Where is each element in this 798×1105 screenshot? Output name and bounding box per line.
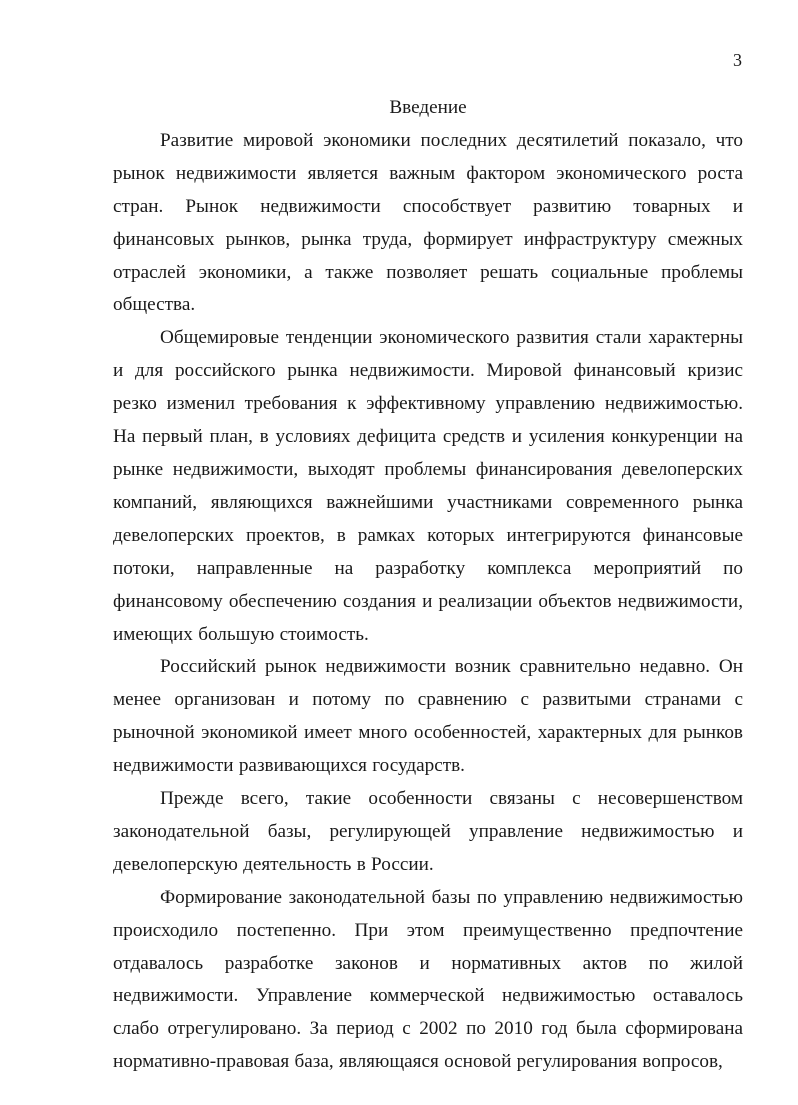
paragraph-2: Общемировые тенденции экономического развития стали характерны и для российского рынка недвижимости. Мировой финансовый кризис резко изменил требования к эффективному управлению недвижимостью. На первый план, в условиях дефицита средств и усиления конкуренции на рынке недвижимости, выходят проблемы финансирования девелоперских компаний, являющихся важнейшими участниками современного рынка девелоперских проектов, в рамках которых интегрируются финансовые потоки, направленные на разработку комплекса мероприятий по финансовому обеспечению создания и реализации объектов недвижимости, имеющих большую стоимость. xyxy=(113,327,743,645)
paragraph-4: Прежде всего, такие особенности связаны с несовершенством законодательной базы, регулирующей управление недвижимостью и девелоперскую деятельность в России. xyxy=(113,788,743,875)
paragraph-1: Развитие мировой экономики последних десятилетий показало, что рынок недвижимости является важным фактором экономического роста стран. Рынок недвижимости способствует развитию товарных и финансовых рынков, рынка труда, формирует инфраструктуру смежных отраслей экономики, а также позволяет решать социальные проблемы общества. xyxy=(113,129,743,316)
document-body xyxy=(113,92,743,1079)
page-number: 3 xyxy=(733,50,742,70)
section-heading: Введение xyxy=(389,97,467,118)
paragraph-5: Формирование законодательной базы по управлению недвижимостью происходило постепенно. При этом преимущественно предпочтение отдавалось разработке законов и нормативных актов по жилой недвижимости. Управление коммерческой недвижимостью оставалось слабо отрегулировано. За период с 2002 по 2010 год была сформирована нормативно-правовая база, являющаяся основой регулирования вопросов, xyxy=(113,886,743,1073)
paragraph-3: Российский рынок недвижимости возник сравнительно недавно. Он менее организован и потому по сравнению с развитыми странами с рыночной экономикой имеет много особенностей, характерных для рынков недвижимости развивающихся государств. xyxy=(113,656,743,777)
